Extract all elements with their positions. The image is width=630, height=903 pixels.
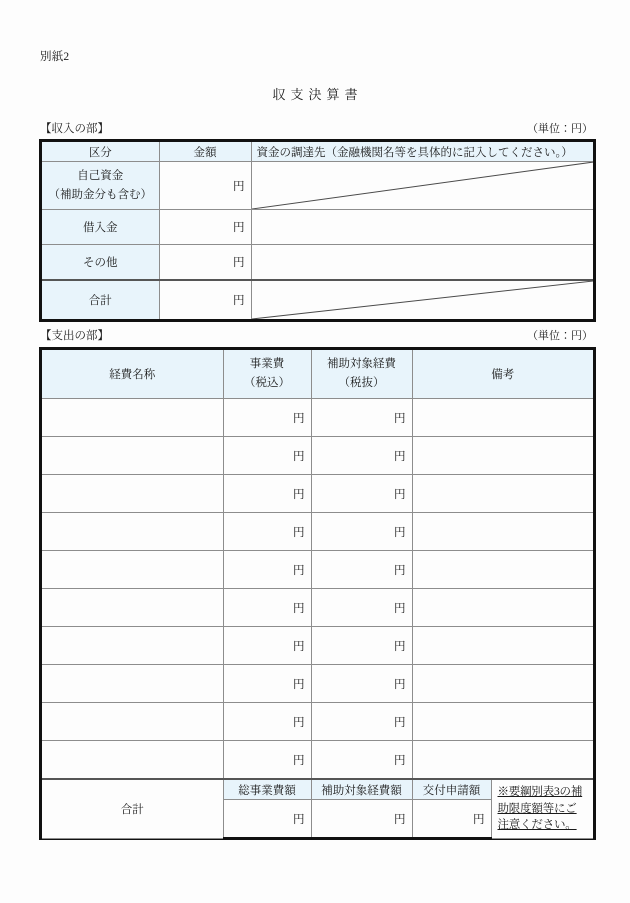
expense-unit-label: （単位：円） [527, 330, 593, 342]
income-total-row [41, 280, 594, 320]
expense-remarks-cell[interactable] [412, 551, 594, 589]
table-row [41, 551, 594, 589]
expense-total-note-line2: 助限度額等にご [497, 802, 577, 815]
expense-subsidy-cost-cell[interactable]: 円 [311, 399, 412, 437]
expense-subsidy-cost-cell[interactable]: 円 [311, 703, 412, 741]
income-source-other[interactable] [251, 245, 594, 281]
table-row [41, 665, 594, 703]
income-amount-total[interactable]: 円 [159, 280, 251, 320]
income-amount-borrowings[interactable]: 円 [159, 210, 251, 245]
table-row [41, 475, 594, 513]
expense-project-cost-cell[interactable]: 円 [223, 703, 311, 741]
expense-subsidy-cost-cell[interactable]: 円 [311, 627, 412, 665]
income-header-row [41, 141, 594, 162]
expense-name-cell[interactable] [41, 437, 223, 475]
income-amount-other[interactable]: 円 [159, 245, 251, 281]
expense-subsidy-cost-cell[interactable]: 円 [311, 551, 412, 589]
expense-subsidy-cost-cell[interactable]: 円 [311, 741, 412, 780]
expense-name-cell[interactable] [41, 475, 223, 513]
expense-table [40, 348, 595, 839]
expense-remarks-cell[interactable] [412, 665, 594, 703]
expense-name-cell[interactable] [41, 703, 223, 741]
expense-subsidy-cost-cell[interactable]: 円 [311, 475, 412, 513]
expense-header-project-cost-line2: （税込） [244, 377, 290, 389]
income-header-amount: 金額 [159, 141, 251, 162]
table-row [41, 245, 594, 281]
table-row [41, 703, 594, 741]
table-row [41, 162, 594, 210]
expense-project-cost-cell[interactable]: 円 [223, 437, 311, 475]
document-label: 別紙2 [40, 51, 70, 63]
diagonal-strike-icon [252, 281, 594, 319]
table-row [41, 589, 594, 627]
expense-remarks-cell[interactable] [412, 589, 594, 627]
expense-header-project-cost-line1: 事業費 [249, 358, 285, 371]
expense-total-value-subsidy[interactable]: 円 [311, 800, 412, 839]
expense-project-cost-cell[interactable]: 円 [223, 475, 311, 513]
table-row [41, 399, 594, 437]
expense-remarks-cell[interactable] [412, 475, 594, 513]
income-table [40, 140, 595, 321]
expense-header-remarks: 備考 [412, 349, 594, 399]
expense-section-caption: 【支出の部】 [40, 330, 109, 342]
expense-name-cell[interactable] [41, 627, 223, 665]
income-header-source: 資金の調達先（金融機関名等を具体的に記入してください。） [251, 141, 594, 162]
expense-name-cell[interactable] [41, 741, 223, 780]
expense-total-subheader-project: 総事業費額 [223, 779, 311, 800]
table-row [41, 741, 594, 780]
income-source-self-funds[interactable] [251, 162, 594, 210]
expense-header-project-cost [223, 349, 311, 399]
income-row-label-other: その他 [41, 245, 159, 281]
diagonal-strike-icon [252, 162, 594, 209]
expense-remarks-cell[interactable] [412, 399, 594, 437]
expense-total-note-line3: 注意ください。 [497, 818, 577, 831]
income-amount-self-funds[interactable]: 円 [159, 162, 251, 210]
expense-remarks-cell[interactable] [412, 513, 594, 551]
expense-name-cell[interactable] [41, 551, 223, 589]
income-section-caption: 【収入の部】 [40, 123, 109, 135]
expense-remarks-cell[interactable] [412, 741, 594, 780]
income-source-total[interactable] [251, 280, 594, 320]
expense-name-cell[interactable] [41, 399, 223, 437]
expense-header-name: 経費名称 [41, 349, 223, 399]
expense-caption-row [40, 327, 593, 343]
expense-header-subsidy-cost-line2: （税抜） [338, 377, 385, 389]
expense-project-cost-cell[interactable]: 円 [223, 741, 311, 780]
expense-header-subsidy-cost-line1: 補助対象経費 [327, 358, 396, 371]
expense-project-cost-cell[interactable]: 円 [223, 665, 311, 703]
expense-remarks-cell[interactable] [412, 627, 594, 665]
table-row [41, 210, 594, 245]
expense-subsidy-cost-cell[interactable]: 円 [311, 589, 412, 627]
expense-remarks-cell[interactable] [412, 437, 594, 475]
expense-project-cost-cell[interactable]: 円 [223, 627, 311, 665]
expense-header-subsidy-cost [311, 349, 412, 399]
expense-total-subheader-application: 交付申請額 [412, 779, 491, 800]
expense-project-cost-cell[interactable]: 円 [223, 399, 311, 437]
expense-header-row [41, 349, 594, 399]
income-caption-row [40, 120, 593, 136]
income-row-label-borrowings: 借入金 [41, 210, 159, 245]
expense-total-value-application[interactable]: 円 [412, 800, 491, 839]
income-source-borrowings[interactable] [251, 210, 594, 245]
expense-name-cell[interactable] [41, 665, 223, 703]
expense-total-note-line1: ※要綱別表3の補 [497, 786, 583, 799]
expense-remarks-cell[interactable] [412, 703, 594, 741]
expense-name-cell[interactable] [41, 589, 223, 627]
page-title: 収支決算書 [272, 87, 363, 102]
table-row [41, 627, 594, 665]
income-row-label-self-funds [41, 162, 159, 210]
income-row-label-total: 合計 [41, 280, 159, 320]
table-row [41, 437, 594, 475]
expense-subsidy-cost-cell[interactable]: 円 [311, 437, 412, 475]
income-header-category: 区分 [41, 141, 159, 162]
income-unit-label: （単位：円） [527, 123, 593, 135]
table-row [41, 513, 594, 551]
expense-project-cost-cell[interactable]: 円 [223, 551, 311, 589]
expense-project-cost-cell[interactable]: 円 [223, 589, 311, 627]
expense-subsidy-cost-cell[interactable]: 円 [311, 665, 412, 703]
expense-total-subheader-subsidy: 補助対象経費額 [311, 779, 412, 800]
expense-name-cell[interactable] [41, 513, 223, 551]
expense-total-label: 合計 [41, 779, 223, 838]
expense-subsidy-cost-cell[interactable]: 円 [311, 513, 412, 551]
expense-project-cost-cell[interactable]: 円 [223, 513, 311, 551]
expense-total-subheader-row [41, 779, 594, 800]
expense-total-value-project[interactable]: 円 [223, 800, 311, 839]
expense-total-note [491, 779, 594, 838]
income-row-label-line1: 自己資金 [77, 169, 124, 182]
income-row-label-line2: （補助金分も含む） [48, 188, 152, 201]
